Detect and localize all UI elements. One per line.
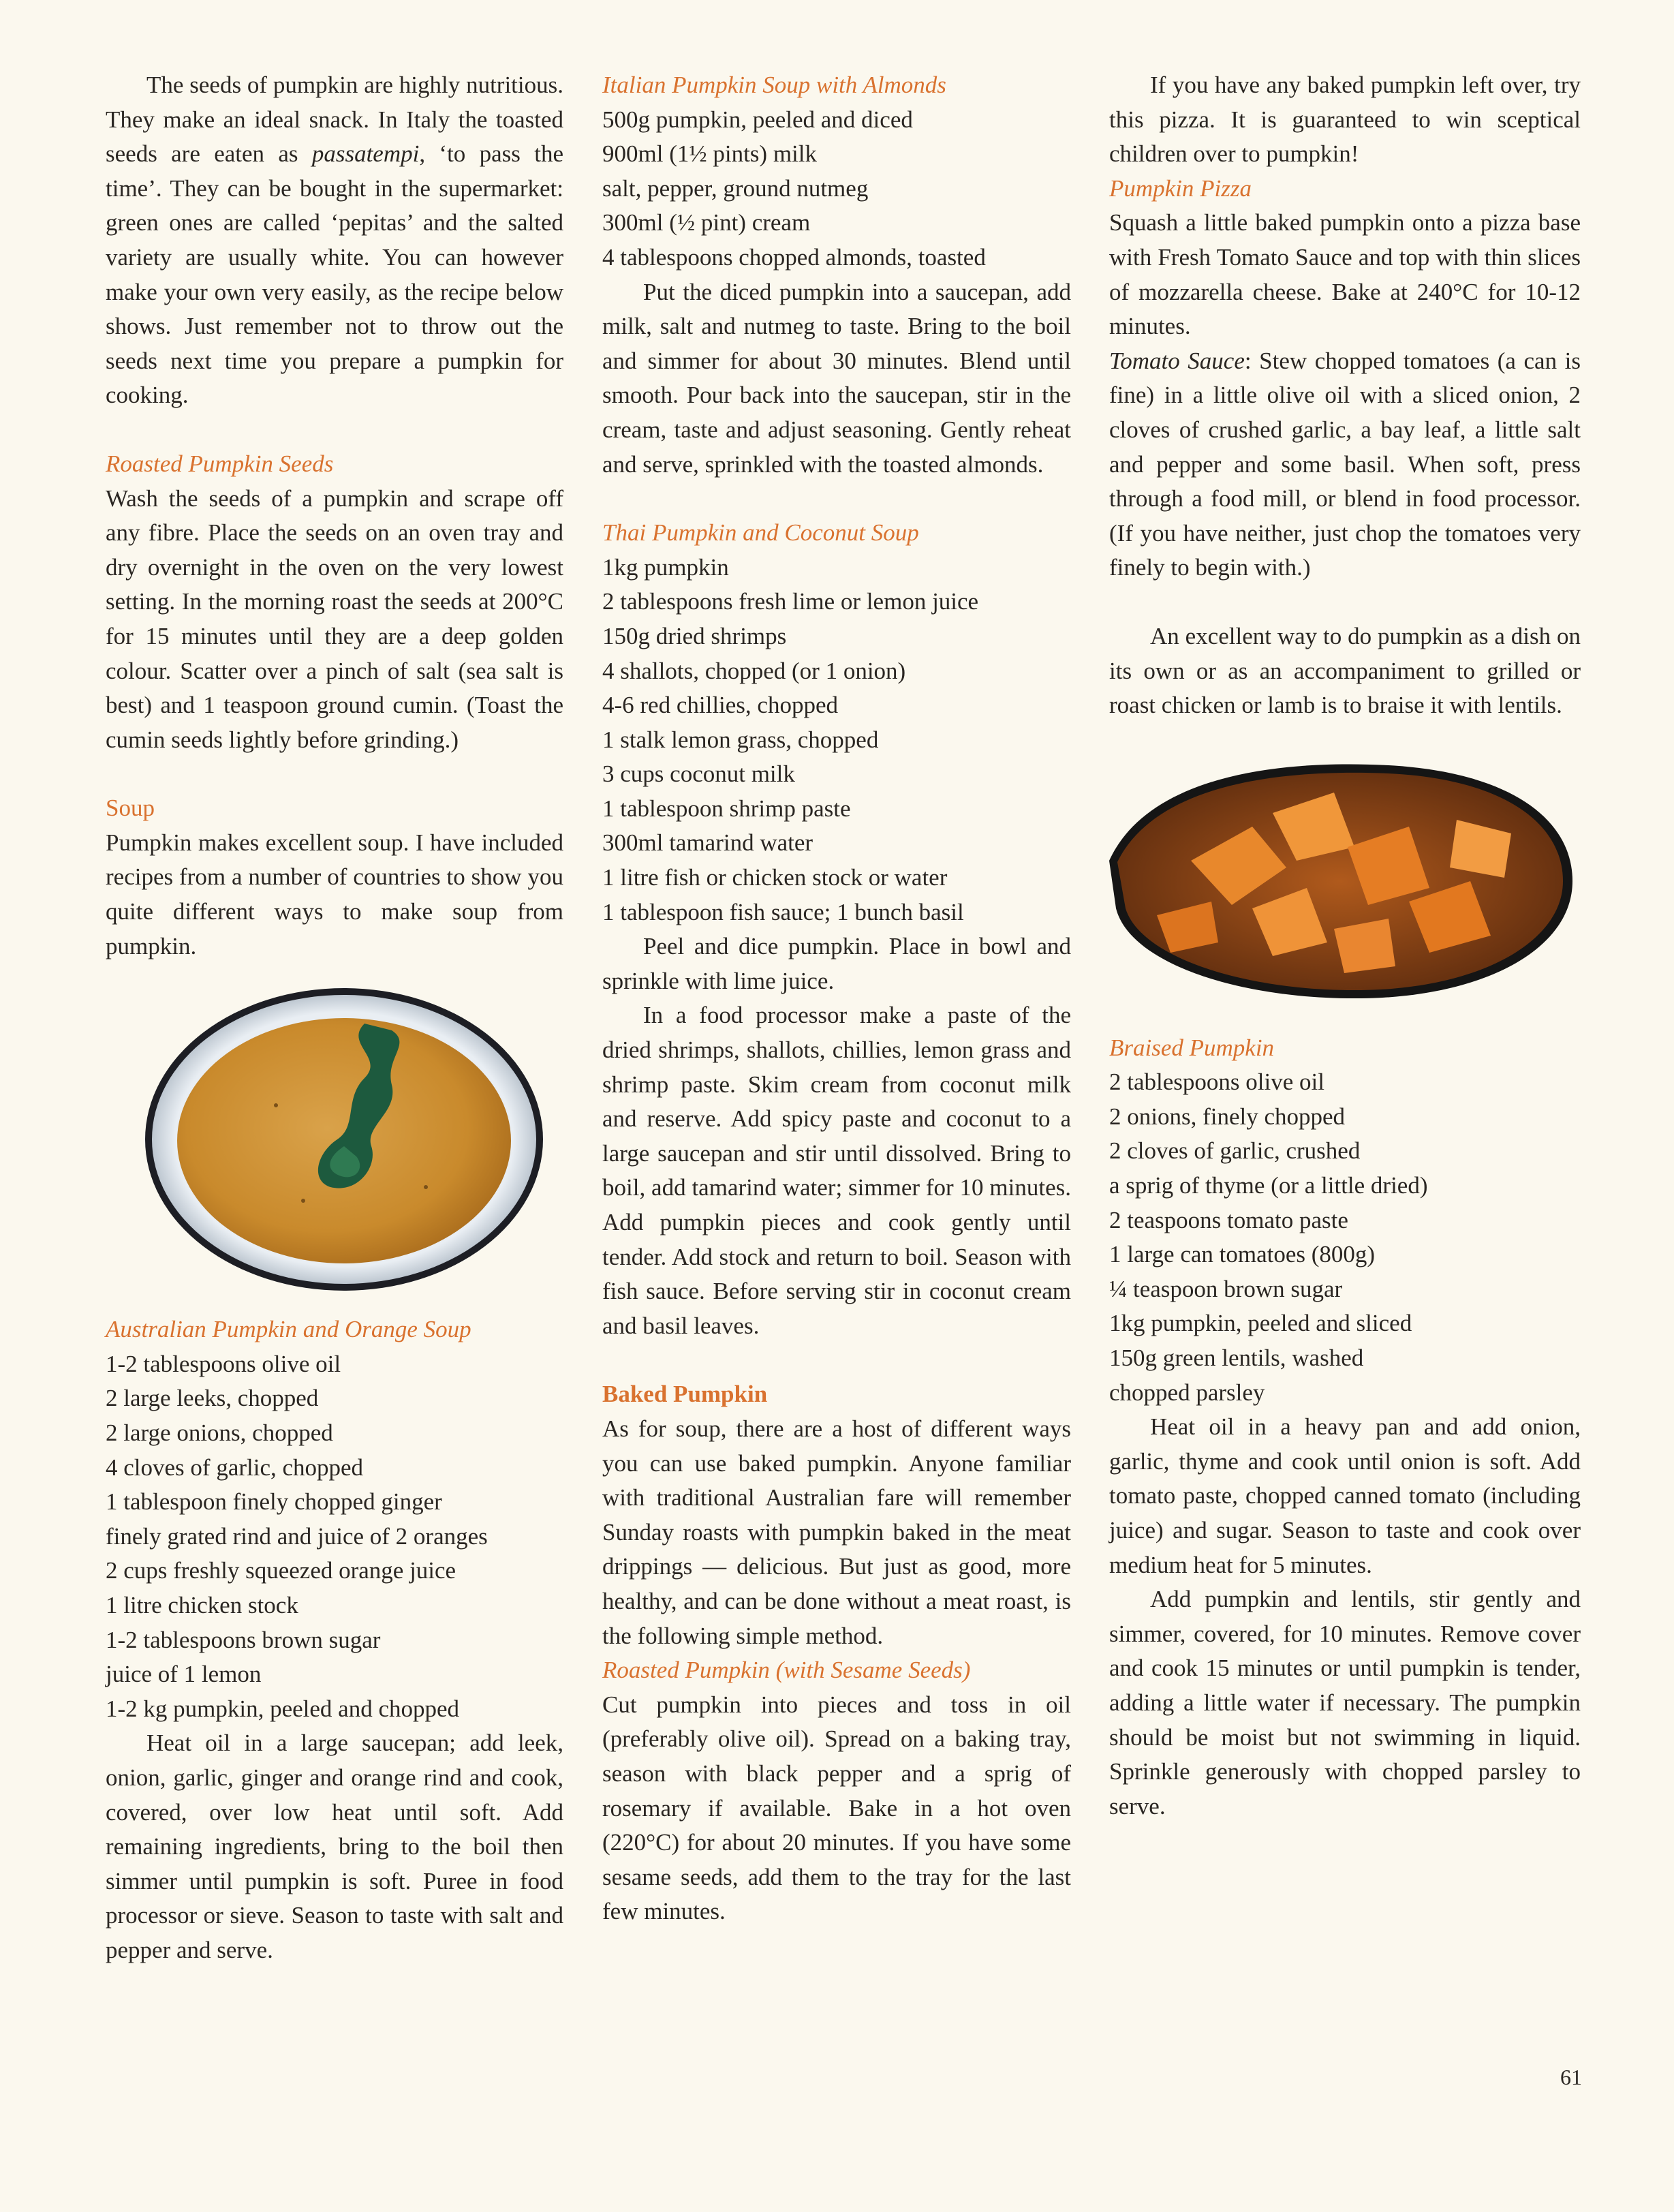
ingredient: 3 cups coconut milk — [602, 761, 795, 788]
sesame-text: Cut pumpkin into pieces and toss in oil (preferably olive oil). Spread on a baking tray, season with black pepper and a sprig of rosemary if available. Bake in a hot oven (220°C) for about 20 minutes. If you have some sesame seeds, add them to the tray for the last few minutes. — [602, 1691, 1071, 1925]
ingredient: 2 large leeks, chopped — [106, 1385, 319, 1412]
ingredient: 1 litre chicken stock — [106, 1592, 298, 1618]
tomato-sauce-label: Tomato Sauce — [1109, 347, 1245, 374]
intro-text-rest: , ‘to pass the time’. They can be bought in the supermarket: green ones are called ‘pepitas’ and the salted variety are usually white. You can however make your own very easily, as the recipe below shows. Just remember not to throw out the seeds next time you prepare a pumpkin for cooking. — [106, 140, 563, 409]
italian-method: Put the diced pumpkin into a saucepan, add milk, salt and nutmeg to taste. Bring to the boil and simmer for about 30 minutes. Blend until smooth. Pour back into the saucepan, stir in the cream, taste and adjust seasoning. Gently reheat and serve, sprinkled with the toasted almonds. — [602, 278, 1071, 478]
braised-photo — [1102, 758, 1579, 1004]
braised-method-1: Heat oil in a heavy pan and add onion, garlic, thyme and cook until onion is soft. Add tomato paste, chopped canned tomato (including juice) and sugar. Season to taste and cook over medium heat for 5 minutes. — [1109, 1413, 1581, 1578]
ingredient: 4 shallots, chopped (or 1 onion) — [602, 657, 906, 684]
braised-ingredients — [1109, 1065, 1581, 1410]
thai-ingredients — [602, 551, 1071, 930]
tomato-sauce-text: : Stew chopped tomatoes (a can is fine) in a little olive oil with a sliced onion, 2 cloves of crushed garlic, a bay leaf, a little salt and pepper and some basil. When soft, press through a food mill, or blend in food processor. (If you have neither, just chop the tomatoes very finely to begin with.) — [1109, 347, 1581, 581]
braised-method-2: Add pumpkin and lentils, stir gently and simmer, covered, for 10 minutes. Remove cover and cook 15 minutes or until pumpkin is tender, adding a little water if necessary. The pumpkin should be moist but not swimming in liquid. Sprinkle generously with chopped parsley to serve. — [1109, 1586, 1581, 1819]
intro-text: The seeds of pumpkin are highly nutritious. They make an ideal snack. In Italy the toasted seeds are eaten as — [106, 72, 563, 168]
intro-paragraph — [106, 68, 563, 413]
soup-bowl-image — [140, 983, 548, 1296]
ingredient: 2 onions, finely chopped — [1109, 1103, 1346, 1130]
ingredient: 4 tablespoons chopped almonds, toasted — [602, 243, 986, 271]
ingredient: 300ml (½ pint) cream — [602, 209, 811, 236]
heading-thai-soup: Thai Pumpkin and Coconut Soup — [602, 519, 919, 547]
column-middle — [602, 68, 1071, 1929]
ingredient: 1-2 tablespoons olive oil — [106, 1350, 341, 1377]
heading-roasted-seeds: Roasted Pumpkin Seeds — [106, 450, 334, 477]
tomato-sauce-paragraph — [1109, 344, 1581, 585]
ingredient: 1 tablespoon fish sauce; 1 bunch basil — [602, 898, 964, 925]
column-right — [1109, 68, 1581, 1824]
ingredient: 1kg pumpkin — [602, 553, 729, 581]
ingredient: 1 litre fish or chicken stock or water — [602, 864, 948, 891]
ingredient: 1kg pumpkin, peeled and sliced — [1109, 1310, 1412, 1337]
braised-pumpkin-image — [1102, 758, 1579, 1004]
ingredient: 1 stalk lemon grass, chopped — [602, 726, 879, 753]
heading-italian-soup: Italian Pumpkin Soup with Almonds — [602, 72, 946, 98]
ingredient: salt, pepper, ground nutmeg — [602, 174, 869, 202]
ingredient: a sprig of thyme (or a little dried) — [1109, 1172, 1428, 1199]
ingredient: 150g dried shrimps — [602, 622, 787, 649]
ingredient: juice of 1 lemon — [106, 1661, 262, 1688]
ingredient: 1-2 kg pumpkin, peeled and chopped — [106, 1695, 460, 1722]
ingredient: 2 cloves of garlic, crushed — [1109, 1137, 1361, 1165]
ingredient: 1 tablespoon finely chopped ginger — [106, 1488, 442, 1516]
page-number: 61 — [1560, 2065, 1582, 2089]
baked-text: As for soup, there are a host of different ways you can use baked pumpkin. Anyone familiar with traditional Australian fare will remember Sunday roasts with pumpkin baked in the meat drippings — delicious. But just as good, more healthy, and can be done without a meat roast, is the following simple method. — [602, 1415, 1071, 1649]
ingredient: 2 large onions, chopped — [106, 1419, 333, 1447]
ingredient: 300ml tamarind water — [602, 829, 813, 857]
australian-ingredients — [106, 1347, 563, 1727]
braise-intro: An excellent way to do pumpkin as a dish on its own or as an accompaniment to grilled or roast chicken or lamb is to braise it with lentils. — [1109, 622, 1581, 719]
heading-braised: Braised Pumpkin — [1109, 1034, 1275, 1061]
australian-method: Heat oil in a large saucepan; add leek, onion, garlic, ginger and orange rind and cook, covered, over low heat until soft. Add remaining ingredients, bring to the boil then simmer until pumpkin is soft. Puree in food processor or sieve. Season to taste with salt and pepper and serve. — [106, 1730, 563, 1963]
ingredient: finely grated rind and juice of 2 oranges — [106, 1522, 488, 1550]
ingredient: 2 cups freshly squeezed orange juice — [106, 1557, 456, 1584]
roasted-seeds-text: Wash the seeds of a pumpkin and scrape off any fibre. Place the seeds on an oven tray and dry overnight in the oven on the very lowest setting. In the morning roast the seeds at 200°C for 15 minutes until they are a deep golden colour. Scatter over a pinch of salt (sea salt is best) and 1 teaspoon ground cumin. (Toast the cumin seeds lightly before grinding.) — [106, 485, 563, 753]
heading-pizza: Pumpkin Pizza — [1109, 174, 1252, 202]
heading-australian-soup: Australian Pumpkin and Orange Soup — [106, 1316, 471, 1343]
ingredient: 2 tablespoons fresh lime or lemon juice — [602, 588, 979, 615]
ingredient: 900ml (1½ pints) milk — [602, 140, 817, 168]
column-left — [106, 68, 563, 1968]
ingredient: 4 cloves of garlic, chopped — [106, 1454, 364, 1481]
ingredient: 150g green lentils, washed — [1109, 1345, 1364, 1372]
italian-ingredients — [602, 103, 1071, 275]
pizza-intro: If you have any baked pumpkin left over, try this pizza. It is guaranteed to win sceptical children over to pumpkin! — [1109, 72, 1581, 168]
heading-sesame: Roasted Pumpkin (with Sesame Seeds) — [602, 1657, 971, 1684]
ingredient: 1 large can tomatoes (800g) — [1109, 1241, 1376, 1268]
ingredient: 2 tablespoons olive oil — [1109, 1069, 1324, 1096]
ingredient: 500g pumpkin, peeled and diced — [602, 106, 913, 133]
ingredient: chopped parsley — [1109, 1379, 1265, 1406]
heading-baked-pumpkin: Baked Pumpkin — [602, 1381, 768, 1408]
pizza-text: Squash a little baked pumpkin onto a pizza base with Fresh Tomato Sauce and top with thin slices of mozzarella cheese. Bake at 240°C for 10-12 minutes. — [1109, 209, 1581, 340]
ingredient: 2 teaspoons tomato paste — [1109, 1206, 1348, 1233]
intro-italic: passatempi — [311, 140, 420, 168]
soup-text: Pumpkin makes excellent soup. I have included recipes from a number of countries to show you quite different ways to make soup from pumpkin. — [106, 829, 563, 959]
soup-photo — [140, 983, 548, 1296]
ingredient: 1-2 tablespoons brown sugar — [106, 1626, 381, 1653]
ingredient: 4-6 red chillies, chopped — [602, 692, 839, 719]
heading-soup: Soup — [106, 795, 155, 822]
thai-method-2: In a food processor make a paste of the dried shrimps, shallots, chillies, lemon grass and shrimp paste. Skim cream from coconut milk and reserve. Add spicy paste and coconut to a large saucepan and stir until dissolved. Bring to boil, add tamarind water; simmer for 10 minutes. Add pumpkin pieces and cook gently until tender. Add stock and return to boil. Season with fish sauce. Before serving stir in coconut cream and basil leaves. — [602, 1002, 1071, 1339]
ingredient: 1 tablespoon shrimp paste — [602, 795, 851, 822]
thai-method-1: Peel and dice pumpkin. Place in bowl and sprinkle with lime juice. — [602, 933, 1071, 994]
ingredient: ¼ teaspoon brown sugar — [1109, 1275, 1343, 1302]
